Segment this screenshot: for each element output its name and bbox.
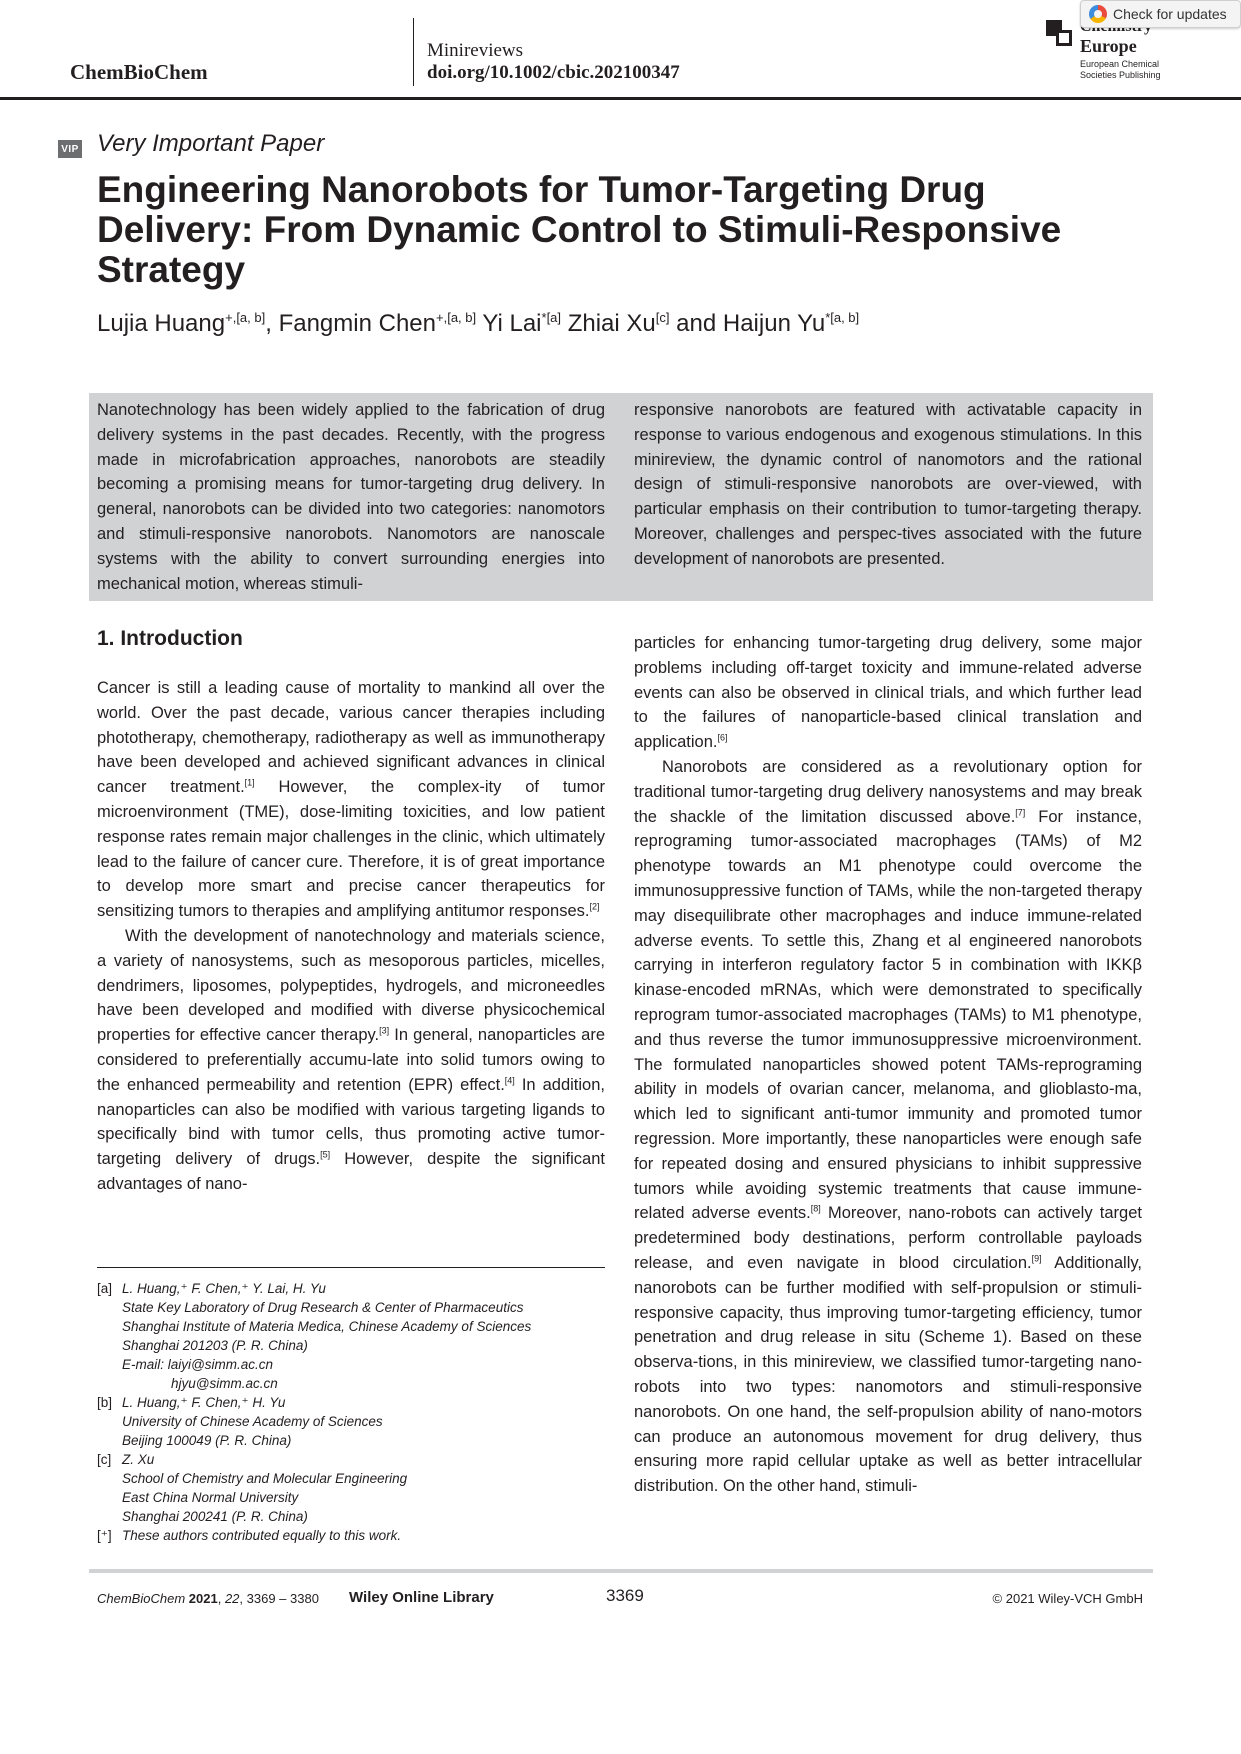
wiley-online-library-link[interactable]: Wiley Online Library: [349, 1589, 494, 1606]
header-rule: [0, 97, 1241, 100]
footnote-line: School of Chemistry and Molecular Engineering: [122, 1471, 408, 1486]
footnote-rule: [97, 1267, 605, 1268]
footnote-line: Z. Xu: [122, 1452, 155, 1467]
vip-icon: VIP: [58, 140, 82, 158]
footnote-line: Beijing 100049 (P. R. China): [122, 1433, 292, 1448]
citation-ref[interactable]: [8]: [810, 1203, 821, 1214]
footnote-tag: [b]: [97, 1395, 113, 1410]
section-label: Minireviews: [427, 40, 524, 61]
article-title: Engineering Nanorobots for Tumor-Targeting Drug Delivery: From Dynamic Control to Stimuli-Responsive Strategy: [97, 169, 1062, 290]
citation-ref[interactable]: [3]: [379, 1025, 390, 1036]
footnote-line: Shanghai Institute of Materia Medica, Chinese Academy of Sciences: [122, 1319, 532, 1334]
abstract-text-right: responsive nanorobots are featured with activatable capacity in response to various endogenous and exogenous stimulations. In this minireview, the dynamic control of nanomotors and the rational design of stimuli-responsive nanorobots are over-viewed, with particular emphasis on their contribution to tumor-targeting therapy. Moreover, challenges and perspec-tives associated with the future development of nanorobots are presented.: [634, 401, 1142, 568]
citation-ref[interactable]: [7]: [1015, 807, 1026, 818]
footnote-email[interactable]: hjyu@simm.ac.cn: [171, 1376, 278, 1391]
citation-ref[interactable]: [5]: [320, 1149, 331, 1160]
publisher-name-line2: Europe: [1080, 36, 1137, 56]
affiliation-footnotes: [97, 1279, 617, 1545]
publisher-logo: [1046, 18, 1176, 88]
footnote-item: [97, 1450, 617, 1526]
check-for-updates-label: Check for updates: [1113, 6, 1227, 22]
author-name: Haijun Yu: [722, 310, 826, 337]
author-name: Yi Lai: [482, 310, 542, 337]
doi-link[interactable]: doi.org/10.1002/cbic.202100347: [427, 62, 680, 83]
abstract-text-left: Nanotechnology has been widely applied to the fabrication of drug delivery systems in the past decades. Recently, with the progress made in microfabrication approaches, nanorobots are steadily becoming a promising means for tumor-targeting drug delivery. In general, nanorobots can be divided into two categories: nanomotors and stimuli-responsive nanorobots. Nanomotors are nanoscale systems with the ability to convert surrounding energies into mechanical motion, whereas stimuli-: [97, 401, 605, 593]
page-number: 3369: [606, 1586, 644, 1605]
journal-name: ChemBioChem: [70, 60, 208, 84]
footnote-line: L. Huang,⁺ F. Chen,⁺ H. Yu: [122, 1395, 286, 1410]
footnote-item: [97, 1393, 617, 1450]
footnote-line: East China Normal University: [122, 1490, 299, 1505]
footnote-tag: [a]: [97, 1281, 113, 1296]
footnote-line: Shanghai 200241 (P. R. China): [122, 1509, 308, 1524]
header-divider: [413, 18, 414, 86]
author-affiliation-mark: [c]: [655, 310, 670, 325]
footnote-item: [97, 1526, 617, 1545]
body-paragraph: Cancer is still a leading cause of mortality to mankind all over the world. Over the past decade, various cancer therapies including phototherapy, chemotherapy, radiotherapy as well as immunotherapy have been developed and achieved significant advances in clinical cancer treatment.[1] However, the complex-ity of tumor microenvironment (TME), dose-limiting toxicities, and low patient response rates remain major challenges in the clinic, which ultimately lead to the failure of cancer cure. Therefore, it is of great importance to develop more smart and precise cancer therapeutics for sensitizing tumors to therapies and amplifying antitumor responses.[2]: [97, 679, 605, 921]
body-paragraph: With the development of nanotechnology and materials science, a variety of nanosystems, such as mesoporous particles, micelles, dendrimers, liposomes, polypeptides, hydrogels, and microneedles have been developed and modified with diverse physicochemical properties for effective cancer therapy.[3] In general, nanoparticles are considered to preferentially accumu-late into solid tumors owing to the enhanced permeability and retention (EPR) effect.[4] In addition, nanoparticles can also be modified with various targeting ligands to specifically bind with tumor cells, thus promoting active tumor-targeting delivery of drugs.[5] However, despite the significant advantages of nano-: [97, 926, 605, 1193]
chemistry-europe-logo-icon: [1046, 20, 1074, 48]
copyright: © 2021 Wiley-VCH GmbH: [992, 1591, 1143, 1606]
author-affiliation-mark: +,[a, b]: [436, 310, 477, 325]
footnote-tag: [c]: [97, 1452, 112, 1467]
footnote-line: State Key Laboratory of Drug Research & Center of Pharmaceutics: [122, 1300, 524, 1315]
author-affiliation-mark: *[a, b]: [825, 310, 860, 325]
citation-ref[interactable]: [9]: [1031, 1253, 1042, 1264]
crossmark-icon: [1089, 5, 1107, 23]
footnote-line: Shanghai 201203 (P. R. China): [122, 1338, 308, 1353]
body-paragraph: Nanorobots are considered as a revolutionary option for traditional tumor-targeting drug delivery nanosystems and may break the shackle of the limitation discussed above.[7] For instance, reprograming tumor-associated macrophages (TAMs) of M2 phenotype towards an M1 phenotype could overcome the immunosuppressive function of TAMs, while the non-targeted therapy may disequilibrate other macrophages and induce immune-related adverse events. To settle this, Zhang et al engineered nanorobots carrying in interferon regulatory factor 5 in combination with IKKβ kinase-encoded mRNAs, which were demonstrated to specifically reprogram tumor-associated macrophages (TAMs) to M1 phenotype, and thus reverse the tumor immunosuppressive microenvironment. The formulated nanoparticles showed potent TAMs-reprograming ability in models of ovarian cancer, melanoma, and glioblasto-ma, which led to significant anti-tumor immunity and promoted tumor regression. More importantly, these nanoparticles were enough safe for repeated dosing and ensured physicians to inhibit suppressive tumors while avoiding systemic treatments that cause immune-related adverse events.[8] Moreover, nano-robots can actively target predetermined body destinations, perform controllable payloads release, and even navigate in blood circulation.[9] Additionally, nanorobots can be further modified with self-propulsion or stimuli-responsive capacity, thus improving tumor-targeting efficiency, tumor penetration and drug release in situ (Scheme 1). Based on these observa-tions, in this minireview, we classified tumor-targeting nano-robots into two types: nanomotors and stimuli-responsive nanorobots. On one hand, the self-propulsion ability of nano-motors can produce an autonomous movement for drug delivery, thus ensuring more rapid cellular uptake as well as better intracellular distribution. On the other hand, stimuli-: [634, 757, 1142, 1496]
footnote-line: University of Chinese Academy of Sciences: [122, 1414, 383, 1429]
footnote-item: [97, 1279, 617, 1393]
publisher-subtitle: European Chemical Societies Publishing: [1080, 59, 1161, 80]
citation-ref[interactable]: [6]: [717, 732, 728, 743]
author-name: Lujia Huang: [97, 310, 226, 337]
body-paragraph: particles for enhancing tumor-targeting drug delivery, some major problems including off-target toxicity and immune-related adverse events can also be observed in clinical trials, and which further lead to the failures of nanoparticle-based clinical translation and application.[6]: [634, 634, 1142, 752]
body-column-left: [97, 676, 605, 1197]
footer-citation: ChemBioChem 2021, 22, 3369 – 3380: [97, 1591, 319, 1606]
author-affiliation-mark: *[a]: [541, 310, 562, 325]
section-heading: 1. Introduction: [97, 627, 243, 650]
author-list: Lujia Huang$^{+,[a, b]}$, Fangmin Chen$^{+,[a, b]}$ Yi Lai$^{*[a]}$ Zhiai Xu[c] and Haijun $Yu^{*[a, b]}$: [97, 310, 860, 337]
citation-ref[interactable]: [1]: [244, 777, 255, 788]
author-affiliation-mark: +,[a, b]: [225, 310, 266, 325]
footnote-line: L. Huang,⁺ F. Chen,⁺ Y. Lai, H. Yu: [122, 1281, 326, 1296]
citation-ref[interactable]: [2]: [589, 901, 600, 912]
author-name: Zhiai Xu: [567, 310, 656, 337]
citation-ref[interactable]: [4]: [504, 1075, 515, 1086]
body-column-right: [634, 631, 1142, 1499]
vip-label: Very Important Paper: [97, 130, 325, 157]
footnote-line: E-mail: laiyi@simm.ac.cn: [122, 1357, 273, 1372]
footnote-tag: [⁺]: [97, 1528, 112, 1543]
author-name: Fangmin Chen: [278, 310, 436, 337]
footer-rule: [89, 1569, 1153, 1573]
check-for-updates-button[interactable]: [1080, 0, 1241, 28]
footnote-line: These authors contributed equally to this work.: [122, 1528, 402, 1543]
